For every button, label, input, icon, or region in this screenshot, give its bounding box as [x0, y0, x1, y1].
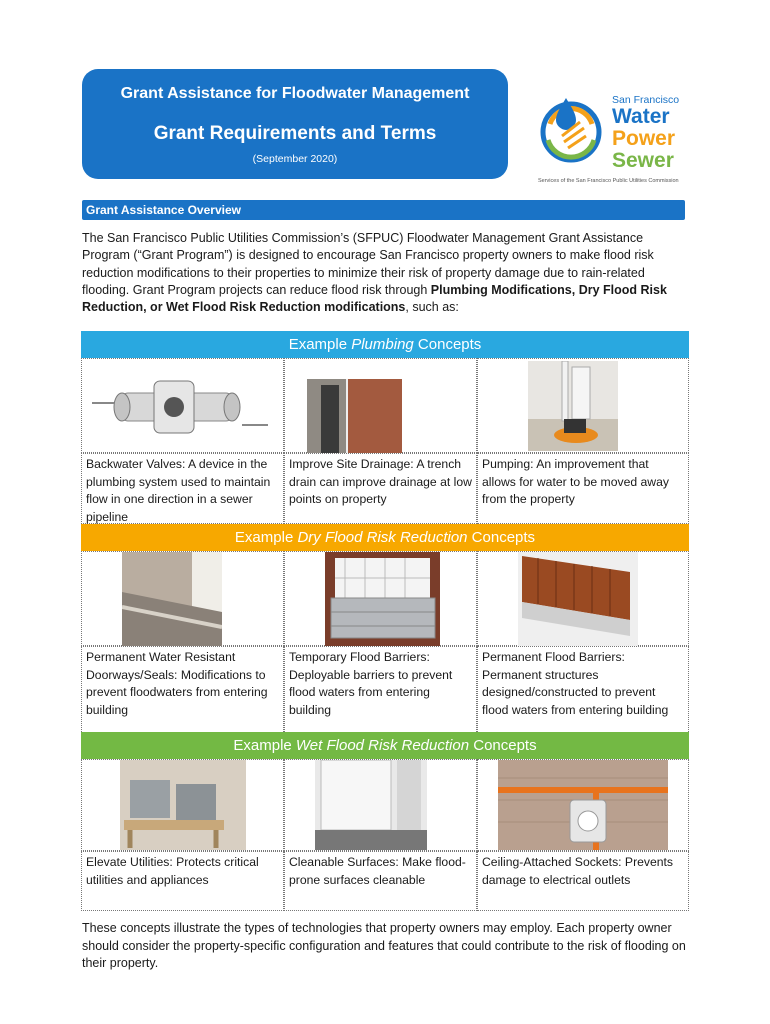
- ceiling-socket-image: [477, 759, 689, 851]
- sump-pump-image: [477, 358, 689, 453]
- doorway-seal-image: [81, 551, 284, 646]
- concepts-grid: [81, 331, 689, 911]
- dry-heading-pre: Example: [234, 529, 298, 546]
- site-drainage-caption: Improve Site Drainage: A trench drain can improve drainage at low points on property: [284, 453, 477, 524]
- logo-line-1: San Francisco: [612, 94, 680, 106]
- dry-heading-post: Concepts: [467, 529, 536, 546]
- backwater-valves-caption: Backwater Valves: A device in the plumbing system used to maintain flow in one direction in a sewer pipeline: [81, 453, 284, 524]
- permanent-barriers-caption: Permanent Flood Barriers: Permanent structures designed/constructed to prevent flood waters from entering building: [477, 646, 689, 734]
- wet-heading-pre: Example: [233, 737, 296, 754]
- overview-text: The San Francisco Public Utilities Commission’s (SFPUC) Floodwater Management Grant Assistance Program (“Grant Program”) is designed to encourage San Francisco property owners to make flood risk reduction modifications to their properties to minimize their risk of property damage due to rain-related flooding. Grant Program projects can reduce flood risk through: [82, 231, 654, 297]
- trench-drain-image: [284, 358, 477, 453]
- wet-section-heading: [81, 732, 689, 759]
- plumbing-section-heading: [81, 331, 689, 358]
- overview-paragraph: [82, 230, 688, 316]
- overview-heading: Grant Assistance Overview: [82, 200, 685, 220]
- wet-heading-em: Wet Flood Risk Reduction: [295, 737, 470, 754]
- plumbing-heading-pre: Example: [288, 336, 352, 353]
- logo-tagline: Services of the San Francisco Public Utilities Commission: [538, 178, 679, 184]
- wet-heading-post: Concepts: [469, 737, 537, 754]
- header-banner: [82, 69, 508, 179]
- header-date: (September 2020): [252, 153, 338, 165]
- pumping-caption: Pumping: An improvement that allows for water to be moved away from the property: [477, 453, 689, 524]
- water-drop-logo-icon: [538, 94, 604, 164]
- overview-bold-text: Plumbing Modifications, Dry Flood Risk Reduction, or Wet Flood Risk Reduction modifications: [82, 282, 667, 315]
- elevate-utilities-caption: Elevate Utilities: Protects critical utilities and appliances: [81, 851, 284, 911]
- logo-line-4: Sewer: [612, 149, 674, 172]
- cleanable-surface-image: [284, 759, 477, 851]
- dry-heading-em: Dry Flood Risk Reduction: [297, 529, 468, 546]
- plumbing-heading-em: Plumbing: [351, 336, 414, 353]
- temporary-barrier-image: [284, 551, 477, 646]
- sfpuc-logo: [534, 88, 684, 188]
- page-title: Grant Requirements and Terms: [153, 123, 437, 144]
- closing-paragraph: These concepts illustrate the types of technologies that property owners may employ. Each property owner should consider the property-specific configuration and features that could contribute to the risk of flooding on their property.: [82, 921, 686, 970]
- header-subtitle: Grant Assistance for Floodwater Management: [120, 85, 470, 102]
- backwater-valve-image: [81, 358, 284, 453]
- elevated-utilities-image: [81, 759, 284, 851]
- logo-line-2: Water: [612, 105, 670, 128]
- dry-section-heading: [81, 524, 689, 551]
- cleanable-surfaces-caption: Cleanable Surfaces: Make flood-prone surfaces cleanable: [284, 851, 477, 911]
- doorways-seals-caption: Permanent Water Resistant Doorways/Seals: Modifications to prevent floodwaters from entering building: [81, 646, 284, 734]
- permanent-barrier-image: [477, 551, 689, 646]
- logo-line-3: Power: [612, 127, 676, 150]
- overview-text-end: , such as:: [405, 300, 459, 315]
- plumbing-heading-post: Concepts: [413, 336, 482, 353]
- ceiling-sockets-caption: Ceiling-Attached Sockets: Prevents damage to electrical outlets: [477, 851, 689, 911]
- temporary-barriers-caption: Temporary Flood Barriers: Deployable barriers to prevent flood waters from entering building: [284, 646, 477, 734]
